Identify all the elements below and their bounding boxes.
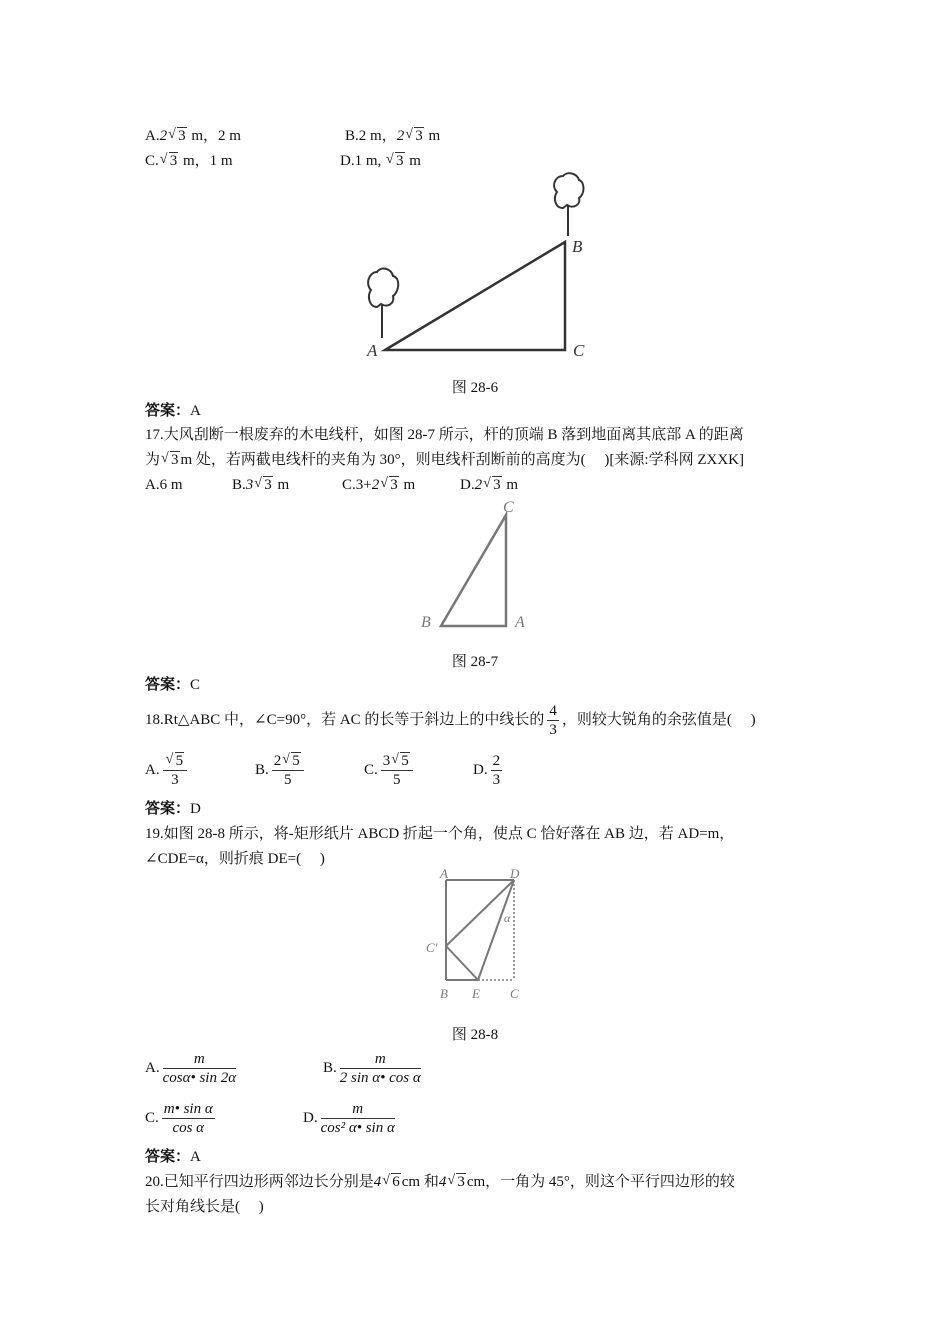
label-a: A (515, 614, 525, 631)
q18-option-c: C. $\frac{3√ 5}{5}$ (364, 750, 416, 790)
q19-option-b: B. $\frac{m}{\text{2 sin α• cos α}}$ (323, 1051, 421, 1087)
q18-question: 18.Rt△ABC 中，∠C=90°，若 AC 的长等于斜边上的中线长的 $\frac{4}{3}$ ，则较大锐角的余弦值是( ) (145, 703, 756, 739)
label-alpha: α (504, 911, 511, 925)
figure-28-8 (420, 866, 530, 1004)
q17-option-d: D.2√ 3 m (460, 475, 518, 495)
q19-option-c: C. $\frac{\text{m• sin α}}{\text{cos α}}$ (145, 1101, 213, 1137)
label-a: A (440, 866, 448, 881)
figure-28-6-caption: 图 28-6 (451, 380, 499, 396)
label-c: C (503, 499, 514, 516)
q17-line1: 17.大风刮断一根废弃的木电线杆，如图 28-7 所示，杆的顶端 B 落到地面离其底部 A 的距离 (145, 427, 744, 443)
label-c-prime: C′ (426, 940, 438, 955)
figure-28-7-caption: 图 28-7 (451, 654, 499, 670)
label-a: A (367, 341, 378, 360)
tree-b-icon (554, 173, 583, 208)
q19-option-d: D. $\frac{m}{\text{cos² α• sin α}}$ (303, 1101, 395, 1137)
q17-line2: 为√ 3 m 处，若两截电线杆的夹角为 30°，则电线杆刮断前的高度为( )[来源:学科网 ZXXK] (145, 450, 744, 470)
q19-line1: 19.如图 28-8 所示，将-矩形纸片 ABCD 折起一个角，使点 C 恰好落在 AB 边，若 AD=m， (145, 826, 735, 842)
figure-28-6 (355, 172, 605, 364)
q17-option-c: C.3+2√ 3 m (342, 475, 415, 495)
label-d: D (510, 866, 520, 881)
q18-option-b: B. $\frac{2√ 5}{5}$ (255, 750, 307, 790)
q19-option-a: A. $\frac{m}{\cos\alpha• \sin 2\alpha}$ (145, 1051, 237, 1087)
q17-option-b: B.3√ 3 m (232, 475, 289, 495)
q20-line1: 20.已知平行四边形两邻边长分别是4√ 6 cm 和4√ 3 cm，一角为 45°，则这个平行四边形的较 (145, 1172, 735, 1192)
label-b: B (572, 237, 583, 256)
triangle-abc (441, 515, 506, 626)
tree-a-icon (368, 269, 398, 307)
label-c: C (510, 986, 519, 1001)
answer-19: 答案：A (145, 1149, 201, 1165)
label-b: B (421, 614, 431, 631)
q16-option-d: D.1 m, √ 3 m (340, 151, 421, 171)
answer-16: 答案：A (145, 403, 201, 419)
label-e: E (472, 986, 480, 1001)
label-b: B (440, 986, 448, 1001)
answer-18: 答案：D (145, 801, 201, 817)
q16-option-c: C.√ 3 m，1 m (145, 151, 233, 171)
q19-line2: ∠CDE=α，则折痕 DE=( ) (145, 851, 325, 867)
q20-line2: 长对角线长是( ) (145, 1199, 264, 1215)
label-c: C (573, 341, 585, 360)
q18-option-d: D. $\frac{2}{3}$ (473, 753, 501, 789)
triangle-abc (385, 242, 565, 350)
figure-28-8-caption: 图 28-8 (451, 1027, 499, 1043)
answer-17: 答案：C (145, 677, 201, 693)
q16-option-b: B.2 m，2√ 3 m (345, 126, 440, 146)
figure-28-7 (415, 495, 535, 635)
q18-option-a: A. √ $\frac{5}{3}$ (145, 750, 190, 790)
q17-option-a: A.6 m (145, 477, 183, 493)
q16-option-a: A.2√ 3 m，2 m (145, 126, 241, 146)
